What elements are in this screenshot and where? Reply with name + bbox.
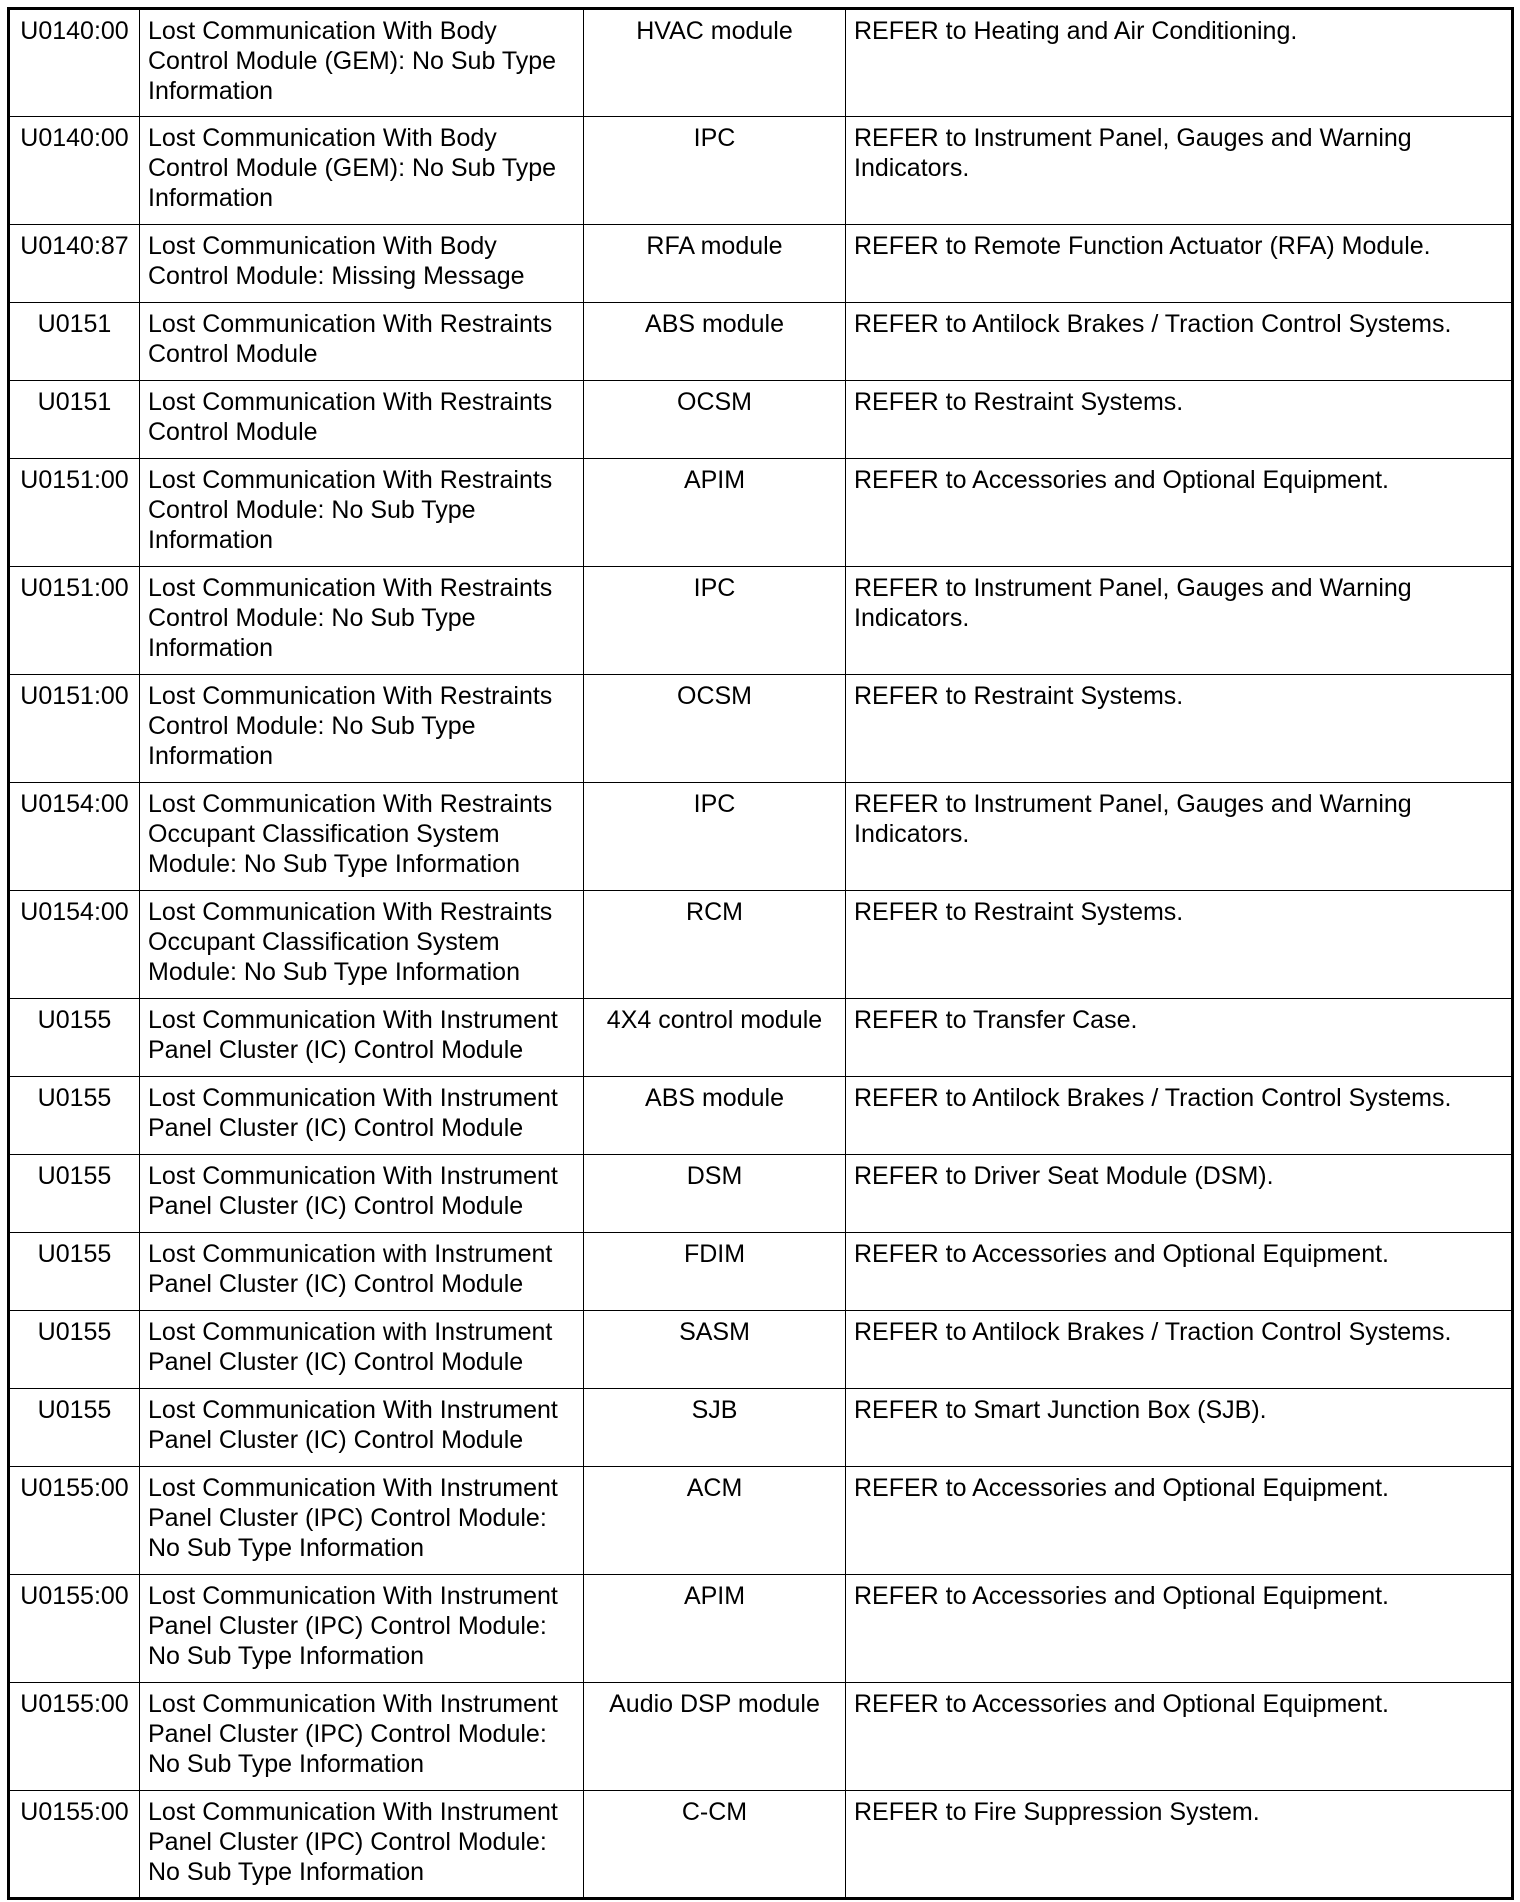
setting-module: APIM <box>584 1575 846 1683</box>
action-text: REFER to Transfer Case. <box>846 999 1513 1077</box>
setting-module: ABS module <box>584 1077 846 1155</box>
dtc-description: Lost Communication With Restraints Control Module: No Sub Type Information <box>140 459 584 567</box>
dtc-code: U0154:00 <box>9 783 140 891</box>
dtc-description: Lost Communication with Instrument Panel Cluster (IC) Control Module <box>140 1233 584 1311</box>
setting-module: ABS module <box>584 303 846 381</box>
dtc-description: Lost Communication With Instrument Panel Cluster (IC) Control Module <box>140 999 584 1077</box>
action-text: REFER to Accessories and Optional Equipment. <box>846 1683 1513 1791</box>
setting-module: OCSM <box>584 675 846 783</box>
table-row <box>9 381 1513 459</box>
table-row <box>9 1233 1513 1311</box>
dtc-description: Lost Communication With Restraints Occupant Classification System Module: No Sub Type Information <box>140 891 584 999</box>
setting-module: SJB <box>584 1389 846 1467</box>
setting-module: RCM <box>584 891 846 999</box>
dtc-description: Lost Communication With Restraints Control Module <box>140 381 584 459</box>
action-text: REFER to Restraint Systems. <box>846 891 1513 999</box>
action-text: REFER to Antilock Brakes / Traction Control Systems. <box>846 1311 1513 1389</box>
action-text: REFER to Antilock Brakes / Traction Control Systems. <box>846 303 1513 381</box>
action-text: REFER to Fire Suppression System. <box>846 1791 1513 1899</box>
dtc-description: Lost Communication With Instrument Panel Cluster (IPC) Control Module: No Sub Type Information <box>140 1683 584 1791</box>
table-row <box>9 783 1513 891</box>
action-text: REFER to Antilock Brakes / Traction Control Systems. <box>846 1077 1513 1155</box>
dtc-code: U0154:00 <box>9 891 140 999</box>
setting-module: APIM <box>584 459 846 567</box>
dtc-code: U0155:00 <box>9 1575 140 1683</box>
dtc-description: Lost Communication With Body Control Module (GEM): No Sub Type Information <box>140 117 584 225</box>
dtc-description: Lost Communication With Restraints Occupant Classification System Module: No Sub Type Information <box>140 783 584 891</box>
table-row <box>9 1311 1513 1389</box>
dtc-code: U0155:00 <box>9 1791 140 1899</box>
setting-module: IPC <box>584 567 846 675</box>
setting-module: RFA module <box>584 225 846 303</box>
dtc-code: U0155:00 <box>9 1467 140 1575</box>
setting-module: HVAC module <box>584 9 846 117</box>
dtc-description: Lost Communication With Instrument Panel Cluster (IPC) Control Module: No Sub Type Information <box>140 1575 584 1683</box>
dtc-description: Lost Communication With Instrument Panel Cluster (IPC) Control Module: No Sub Type Information <box>140 1791 584 1899</box>
dtc-description: Lost Communication With Restraints Control Module: No Sub Type Information <box>140 567 584 675</box>
dtc-code: U0151:00 <box>9 459 140 567</box>
action-text: REFER to Remote Function Actuator (RFA) Module. <box>846 225 1513 303</box>
action-text: REFER to Accessories and Optional Equipment. <box>846 1467 1513 1575</box>
dtc-description: Lost Communication with Instrument Panel Cluster (IC) Control Module <box>140 1311 584 1389</box>
dtc-table-body <box>9 9 1513 1899</box>
setting-module: OCSM <box>584 381 846 459</box>
action-text: REFER to Instrument Panel, Gauges and Warning Indicators. <box>846 783 1513 891</box>
table-row <box>9 303 1513 381</box>
dtc-description: Lost Communication With Restraints Control Module: No Sub Type Information <box>140 675 584 783</box>
dtc-code: U0151:00 <box>9 675 140 783</box>
setting-module: DSM <box>584 1155 846 1233</box>
table-row <box>9 999 1513 1077</box>
dtc-code: U0155 <box>9 1311 140 1389</box>
dtc-code: U0155:00 <box>9 1683 140 1791</box>
table-row <box>9 1791 1513 1899</box>
dtc-description: Lost Communication With Instrument Panel Cluster (IC) Control Module <box>140 1077 584 1155</box>
dtc-code: U0151 <box>9 303 140 381</box>
action-text: REFER to Accessories and Optional Equipment. <box>846 1575 1513 1683</box>
dtc-code: U0151:00 <box>9 567 140 675</box>
dtc-description: Lost Communication With Body Control Module: Missing Message <box>140 225 584 303</box>
action-text: REFER to Driver Seat Module (DSM). <box>846 1155 1513 1233</box>
action-text: REFER to Instrument Panel, Gauges and Warning Indicators. <box>846 567 1513 675</box>
table-row <box>9 225 1513 303</box>
dtc-description: Lost Communication With Instrument Panel Cluster (IPC) Control Module: No Sub Type Information <box>140 1467 584 1575</box>
table-row <box>9 1575 1513 1683</box>
setting-module: ACM <box>584 1467 846 1575</box>
table-row <box>9 891 1513 999</box>
table-row <box>9 1155 1513 1233</box>
table-row <box>9 675 1513 783</box>
table-row <box>9 1683 1513 1791</box>
table-row <box>9 1077 1513 1155</box>
dtc-code: U0155 <box>9 999 140 1077</box>
setting-module: IPC <box>584 117 846 225</box>
action-text: REFER to Heating and Air Conditioning. <box>846 9 1513 117</box>
setting-module: Audio DSP module <box>584 1683 846 1791</box>
dtc-code: U0155 <box>9 1077 140 1155</box>
dtc-code: U0140:00 <box>9 9 140 117</box>
action-text: REFER to Instrument Panel, Gauges and Warning Indicators. <box>846 117 1513 225</box>
dtc-description: Lost Communication With Body Control Module (GEM): No Sub Type Information <box>140 9 584 117</box>
dtc-description: Lost Communication With Instrument Panel Cluster (IC) Control Module <box>140 1155 584 1233</box>
dtc-code: U0140:00 <box>9 117 140 225</box>
setting-module: FDIM <box>584 1233 846 1311</box>
action-text: REFER to Accessories and Optional Equipment. <box>846 459 1513 567</box>
setting-module: 4X4 control module <box>584 999 846 1077</box>
dtc-table <box>7 7 1514 1900</box>
dtc-code: U0140:87 <box>9 225 140 303</box>
action-text: REFER to Restraint Systems. <box>846 675 1513 783</box>
table-row <box>9 459 1513 567</box>
setting-module: C-CM <box>584 1791 846 1899</box>
dtc-code: U0155 <box>9 1233 140 1311</box>
dtc-code: U0151 <box>9 381 140 459</box>
action-text: REFER to Accessories and Optional Equipment. <box>846 1233 1513 1311</box>
action-text: REFER to Smart Junction Box (SJB). <box>846 1389 1513 1467</box>
action-text: REFER to Restraint Systems. <box>846 381 1513 459</box>
table-row <box>9 9 1513 117</box>
setting-module: IPC <box>584 783 846 891</box>
table-row <box>9 567 1513 675</box>
dtc-code: U0155 <box>9 1155 140 1233</box>
dtc-code: U0155 <box>9 1389 140 1467</box>
dtc-description: Lost Communication With Restraints Control Module <box>140 303 584 381</box>
table-row <box>9 1467 1513 1575</box>
table-row <box>9 1389 1513 1467</box>
table-row <box>9 117 1513 225</box>
dtc-description: Lost Communication With Instrument Panel Cluster (IC) Control Module <box>140 1389 584 1467</box>
setting-module: SASM <box>584 1311 846 1389</box>
